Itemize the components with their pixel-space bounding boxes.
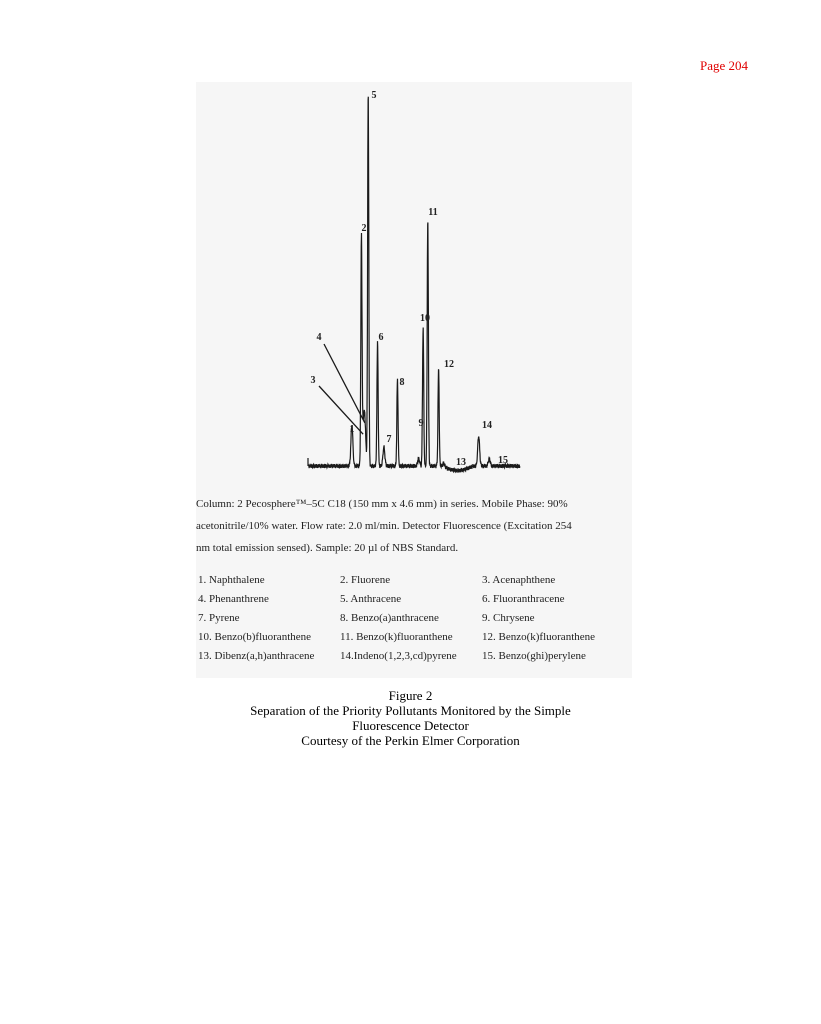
figure-caption [196, 493, 632, 559]
peak-label-6: 6 [378, 332, 384, 343]
compound-legend [198, 572, 638, 665]
compound-2: 2. Fluorene [340, 574, 391, 586]
compound-12: 12. Benzo(k)fluoranthene [482, 631, 596, 643]
compound-6: 6. Fluoranthracene [482, 593, 565, 605]
figure-caption-block [0, 688, 821, 748]
page-number: Page 204 [699, 58, 748, 73]
peak-label-9: 9 [418, 418, 424, 429]
compound-3: 3. Acenaphthene [482, 574, 556, 586]
compound-11: 11. Benzo(k)fluoranthene [340, 631, 453, 643]
compound-5: 5. Anthracene [340, 593, 402, 605]
compound-15: 15. Benzo(ghi)perylene [482, 650, 586, 662]
figure-credit: Courtesy of the Perkin Elmer Corporation [301, 733, 520, 748]
compound-9: 9. Chrysene [482, 612, 535, 624]
chromatogram-trace [308, 97, 520, 473]
peak-label-1: 1 [349, 424, 355, 435]
caption-line-2: acetonitrile/10% water. Flow rate: 2.0 ml/min. Detector Fluorescence (Excitation 254 [196, 520, 572, 532]
peak-label-7: 7 [386, 434, 392, 445]
compound-4: 4. Phenanthrene [198, 593, 269, 605]
figure-title-2: Fluorescence Detector [352, 718, 469, 733]
chromatogram [0, 0, 821, 500]
compound-10: 10. Benzo(b)fluoranthene [198, 631, 312, 643]
peak-label-15: 15 [498, 455, 508, 466]
peak-label-13: 13 [456, 457, 466, 468]
peak-label-5: 5 [371, 90, 377, 101]
peak-label-10: 10 [420, 313, 430, 324]
peak-label-8: 8 [399, 377, 405, 388]
caption-line-3: nm total emission sensed). Sample: 20 µl of NBS Standard. [196, 542, 459, 554]
leader-line-4 [324, 344, 365, 423]
figure-title-1: Separation of the Priority Pollutants Monitored by the Simple [250, 703, 571, 718]
peak-label-11: 11 [428, 207, 438, 218]
peak-label-3: 3 [310, 375, 316, 386]
peak-label-12: 12 [444, 359, 454, 370]
compound-7: 7. Pyrene [198, 612, 240, 624]
peak-leader-lines [319, 344, 365, 434]
compound-8: 8. Benzo(a)anthracene [340, 612, 439, 624]
leader-line-3 [319, 386, 363, 434]
caption-line-1: Column: 2 Pecosphere™–5C C18 (150 mm x 4.6 mm) in series. Mobile Phase: 90% [196, 498, 568, 510]
compound-1: 1. Naphthalene [198, 574, 265, 586]
peak-label-4: 4 [316, 332, 322, 343]
peak-label-2: 2 [361, 223, 367, 234]
figure-label: Figure 2 [388, 688, 433, 703]
peak-label-14: 14 [482, 420, 492, 431]
compound-14: 14.Indeno(1,2,3,cd)pyrene [340, 650, 457, 662]
compound-13: 13. Dibenz(a,h)anthracene [198, 650, 315, 662]
